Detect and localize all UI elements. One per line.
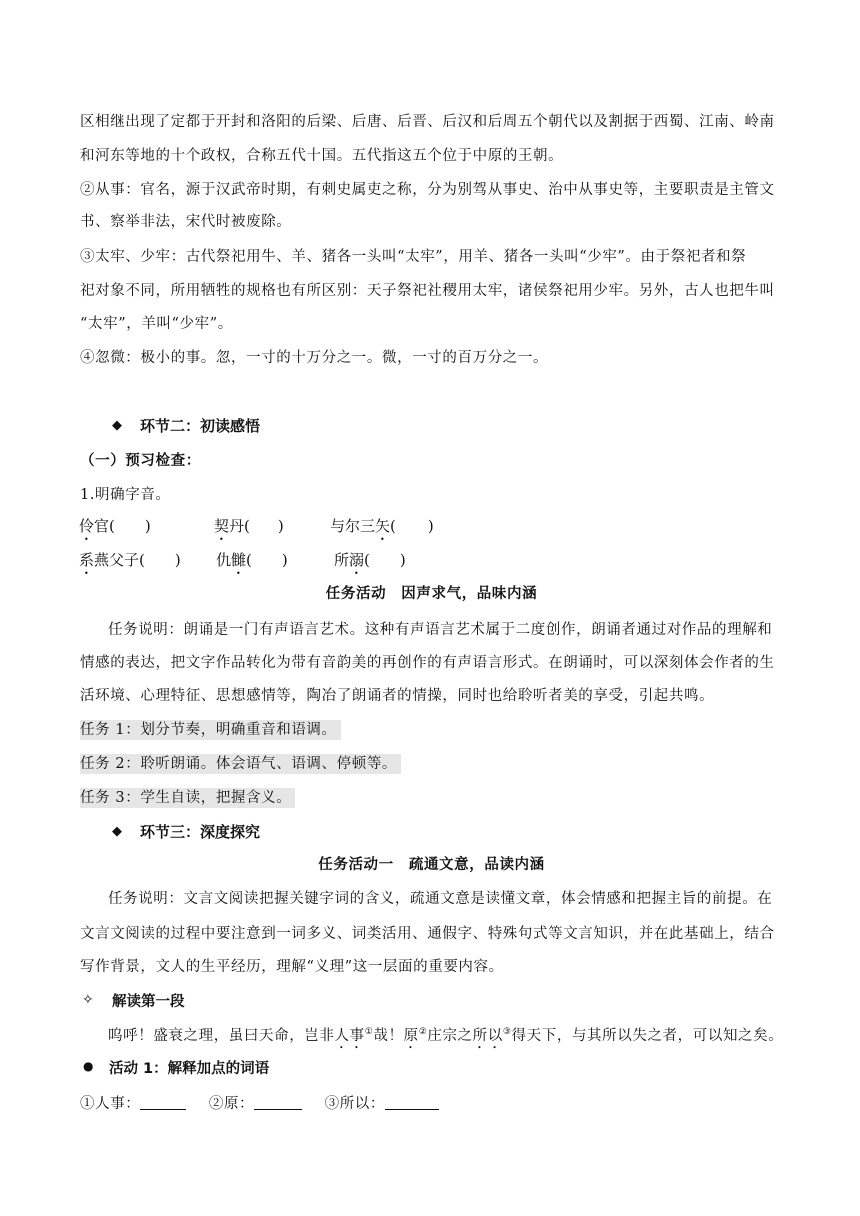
task-item [80,720,783,740]
note-2-line: ②从事：官名，源于汉武帝时期，有刺史属吏之称，分为别驾从事史、治中从事史等，主要职责是主管文 [80,182,775,198]
task-item [80,754,783,774]
note-2-line: 书、察举非法，宋代时被废除。 [80,214,292,230]
pronunciation-item: 契丹( ) [214,517,284,535]
question-label: ②原： [208,1096,255,1112]
reading-heading: 解读第一段 [112,994,185,1010]
note-3-line: ③太牢、少牢：古代祭祀用牛、羊、猪各一头叫“太牢”，用羊、猪各一头叫“少牢”。由于祭祀者和祭 [80,249,747,265]
task-2-label: 任务 2：聆听朗诵。体会语气、语调、停顿等。 [80,754,401,774]
subsection-heading: （一）预习检查： [80,453,201,469]
answer-row [80,1094,783,1114]
pronunciation-item: 系燕父子( ) [79,551,181,569]
activity-title: 任务活动一 疏通文意，品读内涵 [318,857,545,873]
task-item [80,788,783,808]
answer-blank[interactable] [254,1095,302,1110]
task-1-label: 任务 1：划分节奏，明确重音和语调。 [80,720,341,740]
note-4-line: ④忽微：极小的事。忽，一寸的十万分之一。微，一寸的百万分之一。 [80,350,549,366]
activity-heading: 活动 1：解释加点的词语 [109,1061,270,1077]
task-description: 文言文阅读的过程中要注意到一词多义、词类活用、通假字、特殊句式等文言知识，并在此基础上，结合 [80,926,775,942]
answer-blank[interactable] [385,1095,439,1110]
list-item: 1.明确字音。 [80,487,171,503]
diamond-icon: ◆ [112,418,122,433]
section-heading: 环节二：初读感悟 [140,417,261,435]
note-3-line: “太牢”，羊叫“少牢”。 [80,316,233,332]
task-3-label: 任务 3：学生自读，把握含义。 [80,788,295,808]
note-3-line: 祀对象不同，所用牺牲的规格也有所区别：天子祭祀社稷用太牢，诸侯祭祀用少牢。另外，古人也把牛叫 [80,283,775,299]
task-description: 活环境、心理特征、思想感情等，陶冶了朗诵者的情操，同时也给聆听者美的享受，引起共鸣。 [80,688,715,704]
task-description: 写作背景，文人的生平经历，理解“义理”这一层面的重要内容。 [80,959,504,975]
pronunciation-item: 仇雠( ) [216,551,288,569]
diamond-icon: ◆ [112,824,122,839]
activity-title: 任务活动 因声求气，品味内涵 [325,586,538,602]
pronunciation-item: 所溺( ) [334,551,406,569]
note-line: 和河东等地的十个政权，合称五代十国。五代指这五个位于中原的王朝。 [80,148,564,164]
question-label: ③所以： [324,1096,385,1112]
sparkle-icon: ✧ [82,992,94,1008]
task-description: 情感的表达，把文字作品转化为带有音韵美的再创作的有声语言形式。在朗诵时，可以深刻体会作者的生 [80,655,775,671]
pronunciation-item: 与尔三矢( ) [330,517,434,535]
task-description: 任务说明：文言文阅读把握关键字词的含义，疏通文意是读懂文章，体会情感和把握主旨的前提。在 [108,891,773,907]
section-heading: 环节三：深度探究 [140,823,261,841]
task-description: 任务说明：朗诵是一门有声语言艺术。这种有声语言艺术属于二度创作，朗诵者通过对作品的理解和 [108,622,773,638]
classical-text: 呜呼！盛衰之理，虽曰天命，岂非人事①哉！原②庄宗之所以③得天下，与其所以失之者，可以知之矣。 [108,1027,784,1044]
pronunciation-item: 伶官( ) [79,517,151,535]
note-line: 区相继出现了定都于开封和洛阳的后梁、后唐、后晋、后汉和后周五个朝代以及割据于西蜀、江南、岭南 [80,114,775,130]
question-label: ①人事： [80,1096,141,1112]
answer-blank[interactable] [140,1095,186,1110]
bullet-icon: ● [83,1059,94,1073]
